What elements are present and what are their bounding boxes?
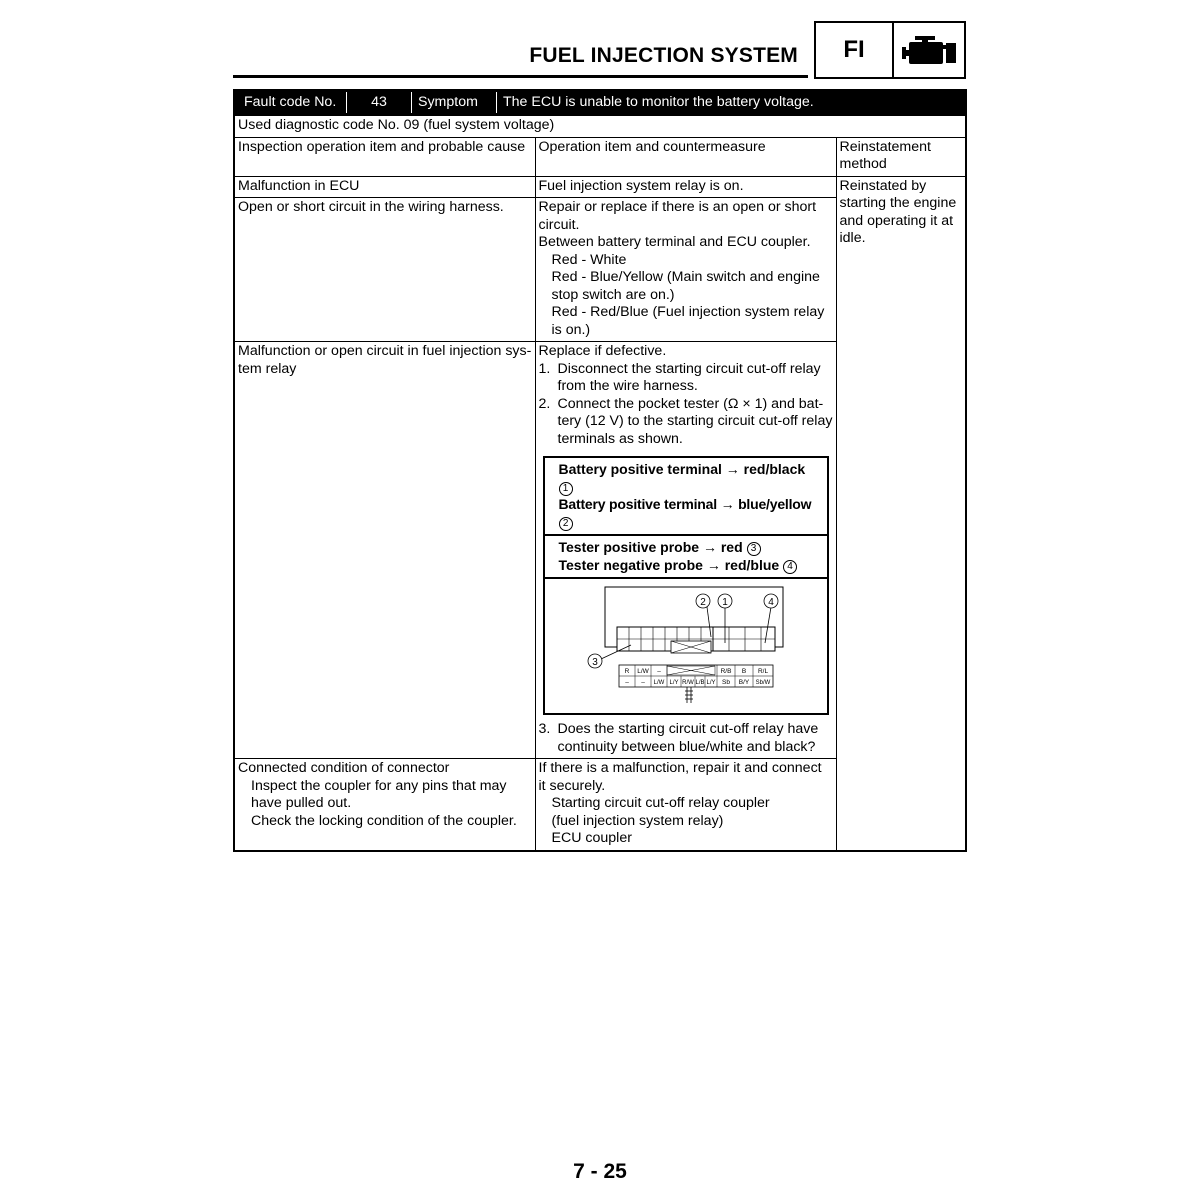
operation-relay [535, 342, 836, 759]
wire-bundle [685, 687, 693, 703]
cause-wiring: Open or short circuit in the wiring harness. [234, 198, 535, 342]
cause-connector [234, 759, 535, 851]
callout-marker: 3 [747, 542, 761, 556]
fault-table [233, 89, 967, 852]
cause-text: Check the locking condition of the coupler. [251, 812, 517, 829]
callout-marker: 1 [559, 482, 573, 496]
terminal-label: R/L [757, 668, 768, 675]
page-title: FUEL INJECTION SYSTEM [529, 44, 798, 67]
symptom-label: Symptom [412, 92, 497, 113]
relay-coupler-diagram [545, 579, 827, 713]
op-text: Starting circuit cut-off relay coupler [551, 795, 770, 811]
terminal-label: R [624, 668, 629, 675]
terminal-label: R/W [681, 680, 694, 686]
callout-2: 2 [699, 597, 706, 608]
callout-1: 1 [721, 597, 728, 608]
section-badge [814, 21, 966, 79]
column-headers [234, 137, 966, 176]
terminal-label: L/Y [668, 680, 679, 686]
table-row [234, 176, 966, 198]
tester-connections: Tester positive probe → red 3 Tester negative probe → red/blue 4 [545, 536, 827, 579]
cause-ecu: Malfunction in ECU [234, 176, 535, 198]
callout-4: 4 [767, 597, 774, 608]
terminal-label: Sb [721, 679, 730, 686]
col-header-operation: Operation item and countermeasure [535, 137, 836, 176]
terminal-label: Sb/W [755, 680, 770, 686]
terminal-label: L/W [636, 668, 649, 675]
battery-connections: Battery positive terminal → red/black 1 Battery positive terminal → blue/yellow 2 [545, 458, 827, 536]
operation-connector [535, 759, 836, 851]
reinstatement-method: Reinstated by starting the engine and operating it at idle. [836, 176, 966, 851]
fault-code-label: Fault code No. [238, 92, 347, 113]
callout-marker: 2 [559, 517, 573, 531]
diagnostic-code: Used diagnostic code No. 09 (fuel system voltage) [234, 116, 966, 138]
operation-wiring [535, 198, 836, 342]
terminal-label: L/W [653, 680, 664, 686]
step-2: 2. Connect the pocket tester (Ω × 1) and bat-tery (12 V) to the starting circuit cut-off relay terminals as shown. [538, 395, 833, 447]
step-1: 1. Disconnect the starting circuit cut-off relay from the wire harness. [538, 360, 821, 394]
engine-icon [902, 35, 958, 67]
fault-code-value: 43 [347, 92, 412, 113]
op-text: ECU coupler [551, 830, 632, 846]
op-text: (fuel injection system relay) [551, 812, 724, 829]
operation-relay-on: Fuel injection system relay is on. [535, 176, 836, 198]
op-text: Repair or replace if there is an open or short circuit. [538, 199, 817, 233]
symptom-text: The ECU is unable to monitor the battery voltage. [503, 94, 814, 110]
terminal-label: – [624, 679, 629, 686]
terminal-label: B [741, 668, 746, 675]
terminal-label: – [640, 679, 645, 686]
header-rule [233, 75, 808, 78]
fault-header-row [234, 90, 966, 116]
terminal-label: L/Y [705, 680, 716, 686]
cause-text: Inspect the coupler for any pins that may have pulled out. [251, 777, 507, 811]
callout-3: 3 [591, 657, 598, 668]
spec-box [543, 456, 829, 715]
op-text: Red - Red/Blue (Fuel injection system relay is on.) [551, 304, 825, 338]
terminal-label: B/Y [738, 679, 749, 686]
cause-text: Connected condition of connector [238, 760, 450, 776]
terminal-label: – [656, 668, 661, 675]
cause-relay: Malfunction or open circuit in fuel injection sys-tem relay [234, 342, 535, 759]
op-text: Red - Blue/Yellow (Main switch and engine stop switch are on.) [551, 269, 820, 303]
coupler-illustration [545, 579, 827, 713]
step-3: 3. Does the starting circuit cut-off relay have continuity between blue/white and black? [538, 721, 819, 755]
col-header-cause: Inspection operation item and probable cause [234, 137, 535, 176]
terminal-chart [619, 665, 773, 687]
col-header-reinstatement: Reinstatement method [836, 137, 966, 176]
terminal-label: L/B [694, 680, 705, 686]
callout-marker: 4 [783, 560, 797, 574]
page-number: 7 - 25 [573, 1160, 627, 1183]
op-text: Replace if defective. [538, 343, 667, 359]
op-text: Between battery terminal and ECU coupler. [538, 234, 811, 250]
op-text: If there is a malfunction, repair it and connect it securely. [538, 760, 822, 794]
section-code: FI [816, 23, 894, 77]
op-text: Red - White [551, 251, 627, 268]
terminal-label: R/B [720, 668, 731, 675]
